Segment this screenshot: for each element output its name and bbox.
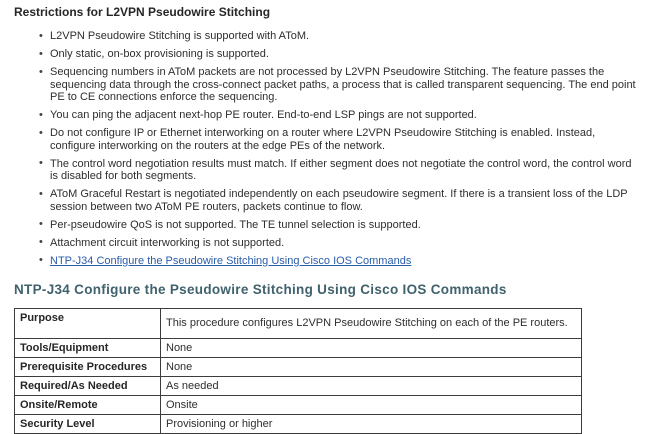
table-row <box>15 377 582 396</box>
table-value-cell: Onsite <box>161 396 582 415</box>
restriction-item: • Only static, on-box provisioning is supported. <box>50 48 636 61</box>
table-value-cell: None <box>161 339 582 358</box>
restriction-item: • Do not configure IP or Ethernet interworking on a router where L2VPN Pseudowire Stitching is enabled. Instead, configure interworking on the routers at the edge PEs of the network. <box>50 127 636 152</box>
section-heading: NTP-J34 Configure the Pseudowire Stitching Using Cisco IOS Commands <box>14 282 507 297</box>
table-value-cell: As needed <box>161 377 582 396</box>
table-label-cell: Tools/Equipment <box>15 339 161 358</box>
table-label-cell: Onsite/Remote <box>15 396 161 415</box>
restriction-item: • Sequencing numbers in AToM packets are not processed by L2VPN Pseudowire Stitching. The feature passes the sequencing data through the cross-connect packet paths, a process that is called transparent sequencing. The end point PE to CE connections enforce the sequencing. <box>50 66 636 104</box>
restriction-item: • L2VPN Pseudowire Stitching is supported with AToM. <box>50 30 636 43</box>
table-label-cell: Purpose <box>15 309 161 339</box>
procedure-info-table <box>14 308 582 434</box>
table-value-cell: This procedure configures L2VPN Pseudowire Stitching on each of the PE routers. <box>161 309 582 339</box>
restriction-item: • Attachment circuit interworking is not supported. <box>50 237 636 250</box>
table-row <box>15 309 582 339</box>
table-value-cell: Provisioning or higher <box>161 415 582 434</box>
restriction-item: • AToM Graceful Restart is negotiated independently on each pseudowire segment. If there is a transient loss of the LDP session between two AToM PE routers, packets continue to flow. <box>50 188 636 213</box>
ntp-j34-link[interactable]: NTP-J34 Configure the Pseudowire Stitching Using Cisco IOS Commands <box>50 254 412 267</box>
table-value-cell: None <box>161 358 582 377</box>
table-label-cell: Prerequisite Procedures <box>15 358 161 377</box>
table-label-cell: Required/As Needed <box>15 377 161 396</box>
table-row <box>15 396 582 415</box>
table-row <box>15 339 582 358</box>
restrictions-list <box>14 30 636 267</box>
table-row <box>15 415 582 434</box>
restriction-item-link <box>50 255 636 268</box>
restrictions-heading: Restrictions for L2VPN Pseudowire Stitching <box>14 5 271 19</box>
restriction-item: • You can ping the adjacent next-hop PE router. End-to-end LSP pings are not supported. <box>50 109 636 122</box>
table-row <box>15 358 582 377</box>
restriction-item: • Per-pseudowire QoS is not supported. The TE tunnel selection is supported. <box>50 219 636 232</box>
table-label-cell: Security Level <box>15 415 161 434</box>
restriction-item: • The control word negotiation results must match. If either segment does not negotiate the control word, the control word is disabled for both segments. <box>50 158 636 183</box>
